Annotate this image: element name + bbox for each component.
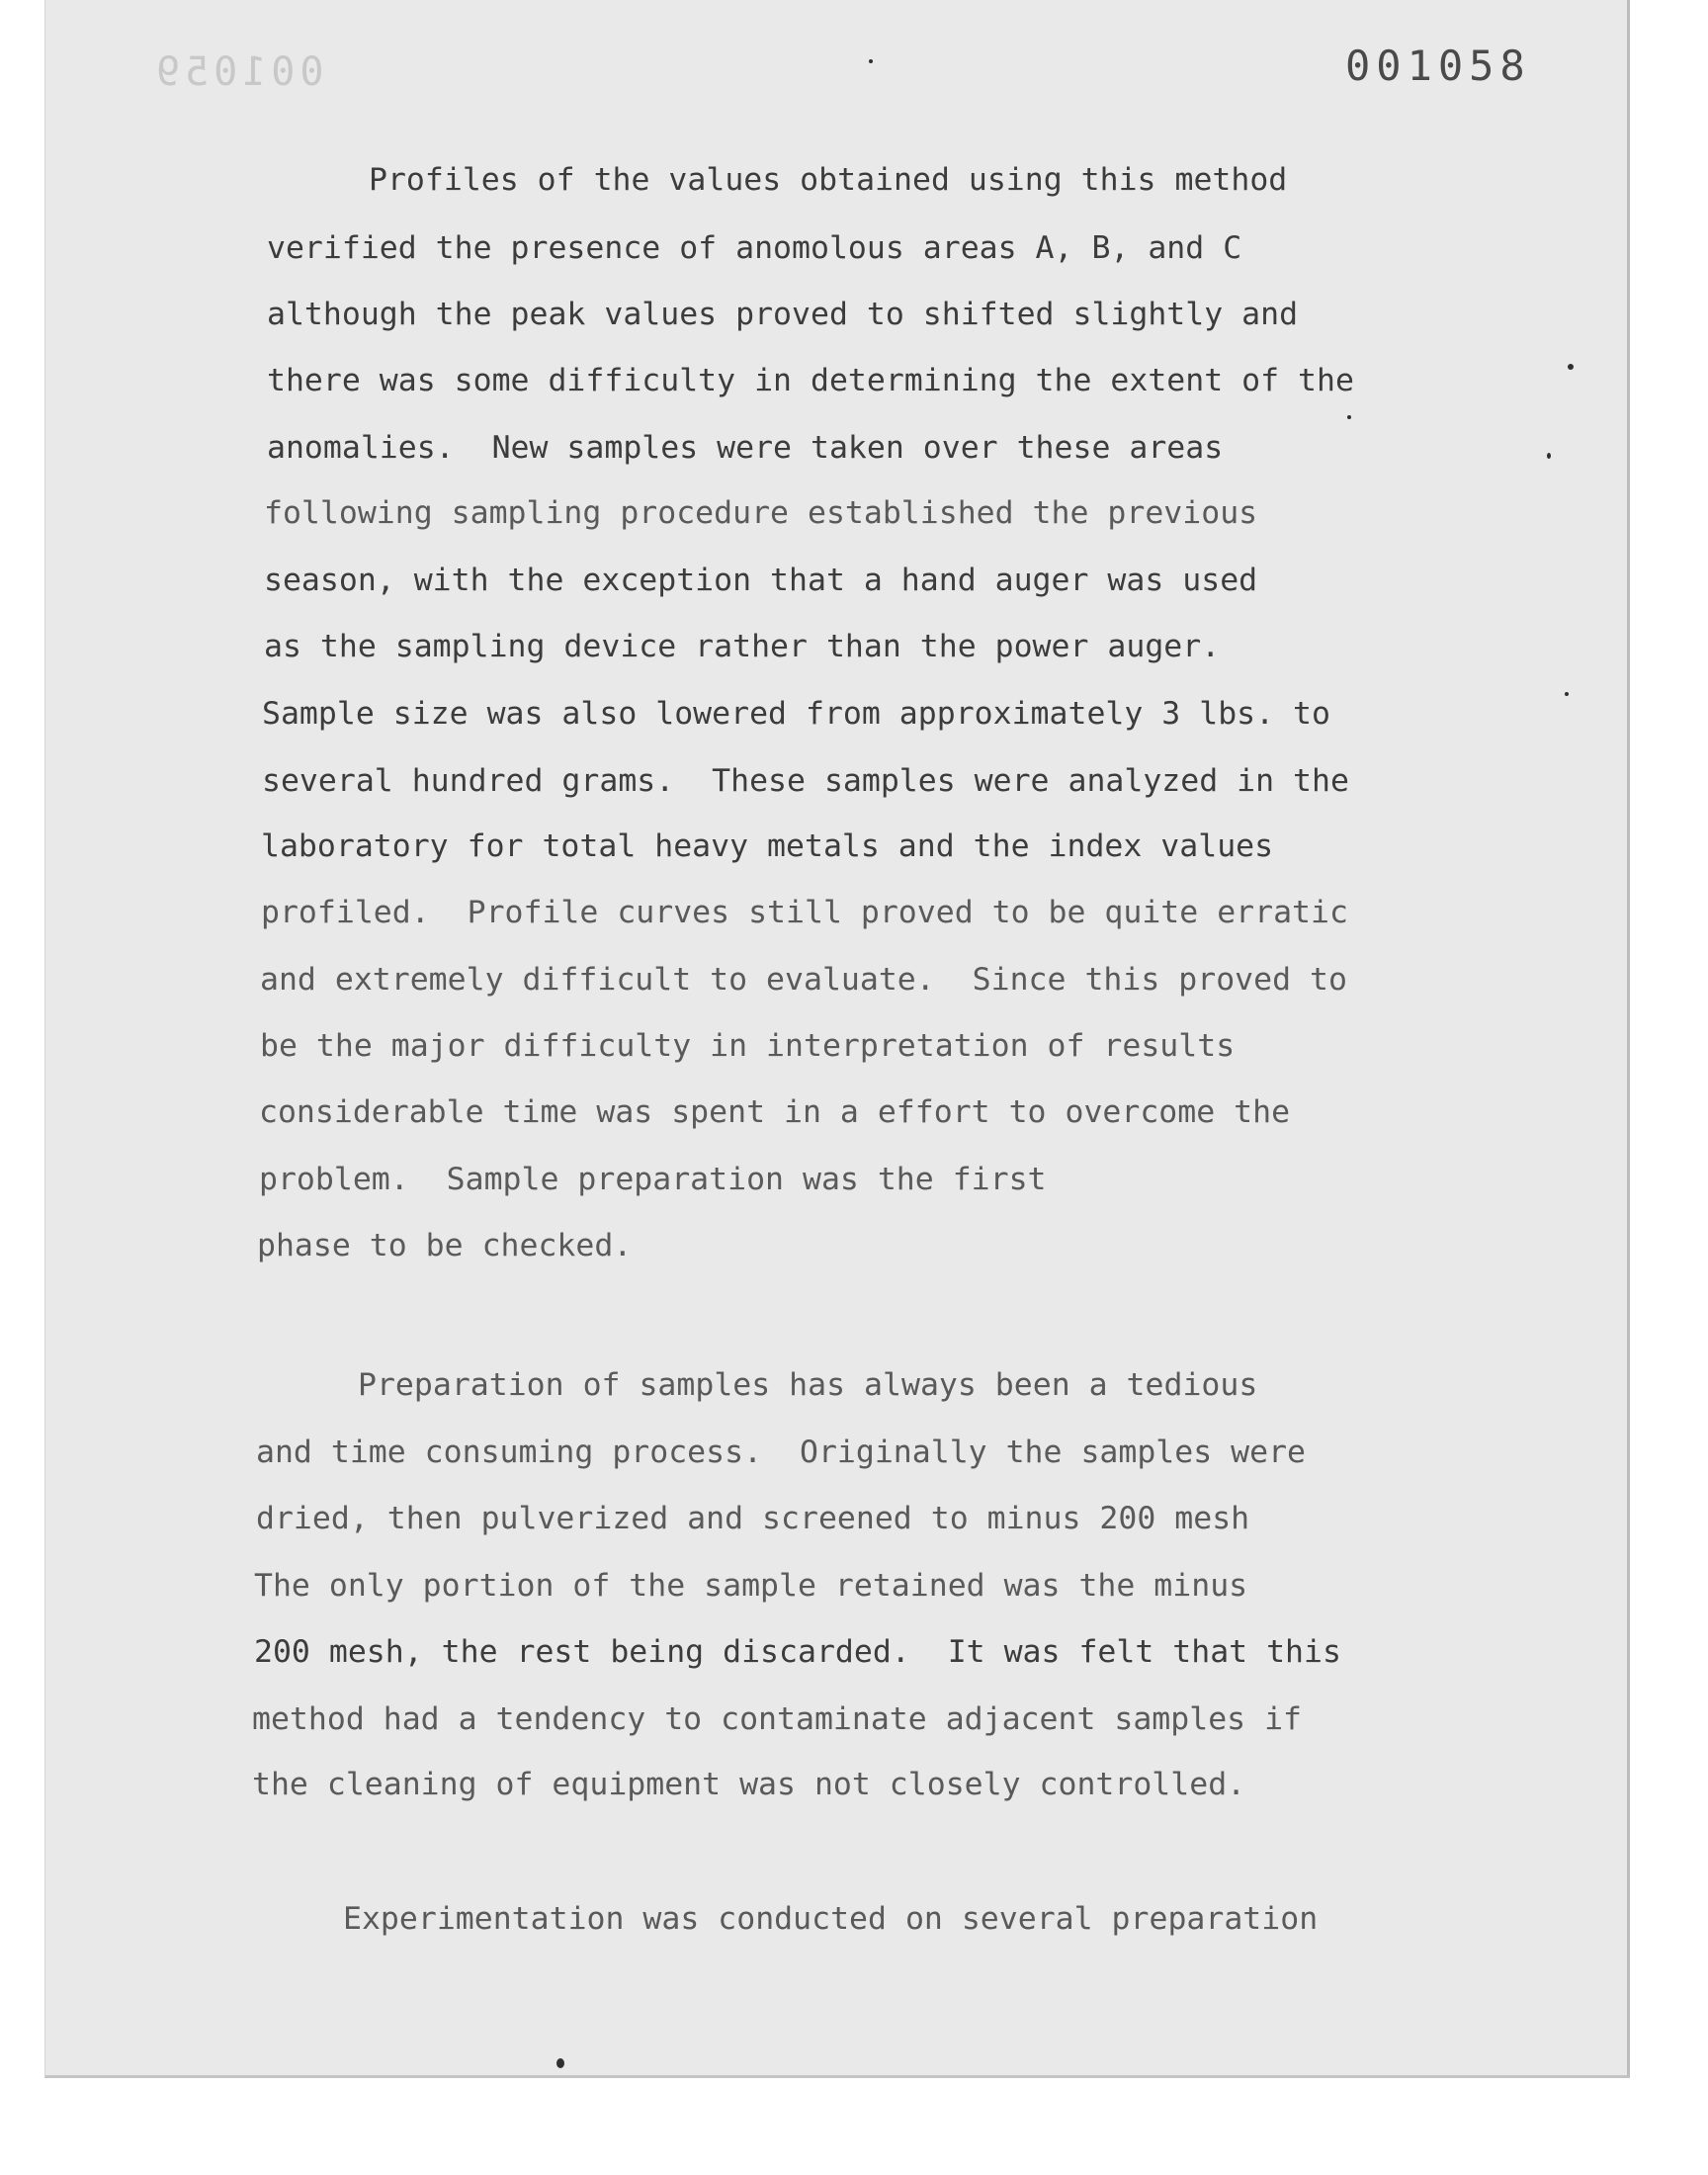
text-line: laboratory for total heavy metals and the index values <box>261 828 1274 864</box>
scan-speck <box>869 59 873 63</box>
scan-speck <box>1565 692 1569 696</box>
text-line: phase to be checked. <box>257 1228 633 1263</box>
text-line: several hundred grams. These samples were analyzed in the <box>262 763 1349 799</box>
scan-speck <box>556 2058 564 2068</box>
bleed-through-page-number: 001059 <box>151 49 324 95</box>
text-line: 200 mesh, the rest being discarded. It was felt that this <box>254 1634 1341 1670</box>
text-line: Preparation of samples has always been a tedious <box>358 1367 1258 1403</box>
text-line: dried, then pulverized and screened to minus 200 mesh <box>256 1501 1250 1536</box>
scan-speck <box>1568 364 1574 370</box>
text-line: and extremely difficult to evaluate. Since this proved to <box>260 962 1347 998</box>
page-number: 001058 <box>1345 42 1531 90</box>
text-line: method had a tendency to contaminate adjacent samples if <box>252 1701 1303 1737</box>
text-line: profiled. Profile curves still proved to be quite erratic <box>261 895 1348 930</box>
text-line: there was some difficulty in determining the extent of the <box>267 363 1354 398</box>
text-line: Sample size was also lowered from approximately 3 lbs. to <box>262 696 1330 732</box>
text-line: Experimentation was conducted on several preparation <box>343 1901 1319 1937</box>
text-line: although the peak values proved to shifted slightly and <box>267 297 1299 332</box>
text-line: anomalies. New samples were taken over these areas <box>267 430 1224 466</box>
text-line: verified the presence of anomolous areas A, B, and C <box>267 230 1242 266</box>
text-line: and time consuming process. Originally the samples were <box>256 1435 1307 1470</box>
text-line: be the major difficulty in interpretation of results <box>260 1028 1236 1064</box>
text-line: as the sampling device rather than the power auger. <box>264 629 1221 664</box>
text-line: considerable time was spent in a effort to overcome the <box>259 1094 1291 1130</box>
text-line: problem. Sample preparation was the first <box>259 1162 1047 1197</box>
text-line: the cleaning of equipment was not closely controlled. <box>252 1767 1246 1802</box>
text-line: following sampling procedure established the previous <box>264 495 1258 531</box>
text-line: Profiles of the values obtained using this method <box>369 162 1288 198</box>
scan-speck <box>1347 415 1351 419</box>
scan-speck <box>1547 453 1551 459</box>
text-line: season, with the exception that a hand auger was used <box>264 563 1258 598</box>
text-line: The only portion of the sample retained was the minus <box>254 1568 1248 1604</box>
